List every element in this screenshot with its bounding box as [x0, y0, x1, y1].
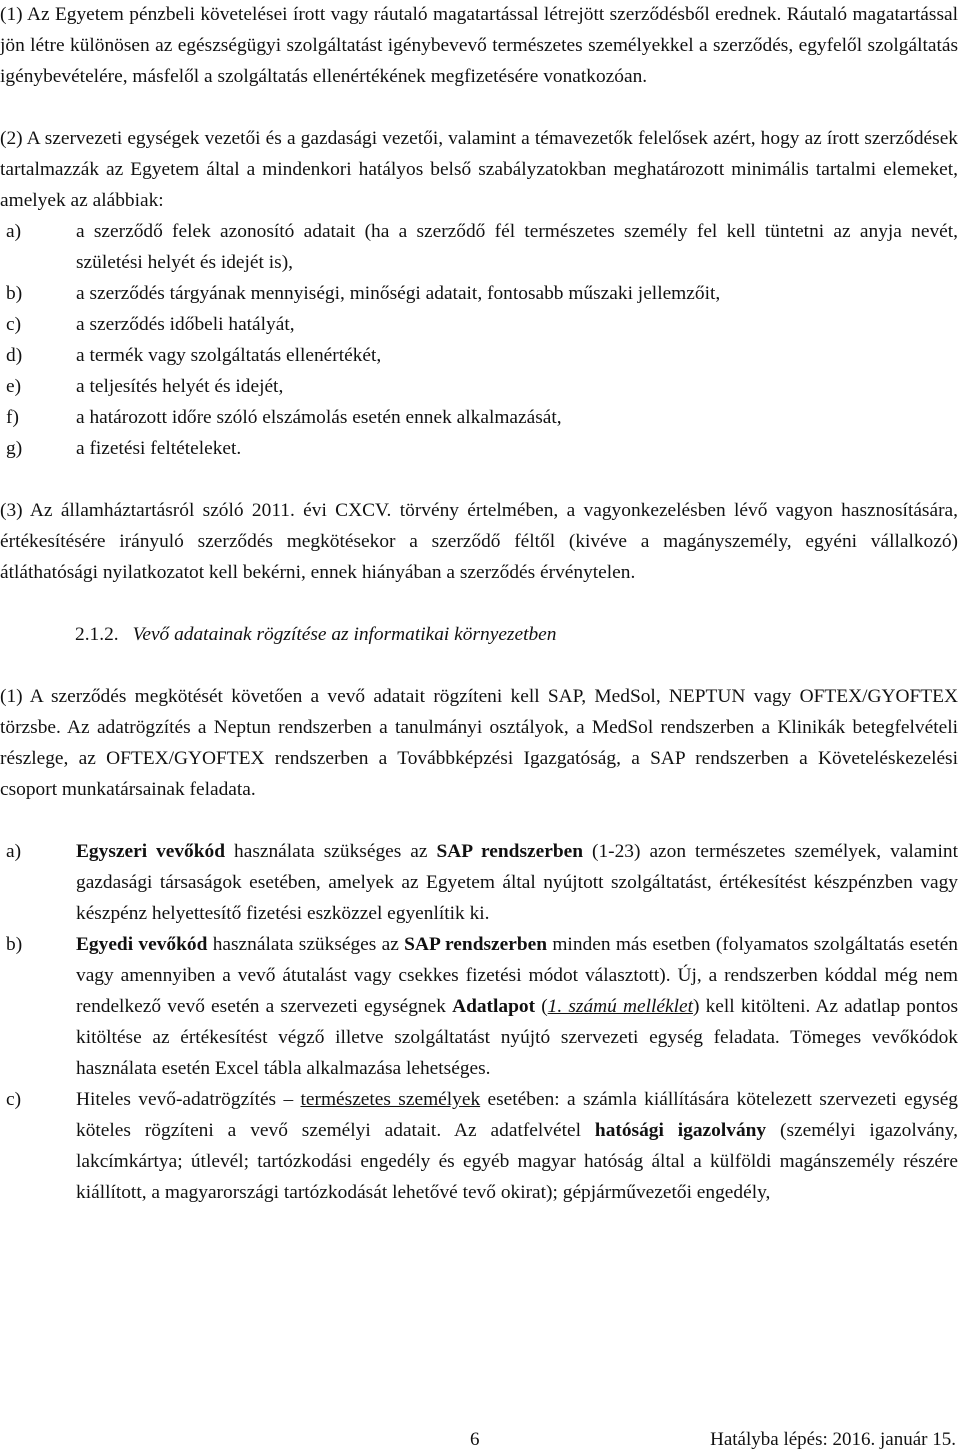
list-item: e) a teljesítés helyét és idejét, — [6, 376, 284, 397]
paragraph-1: (1) Az Egyetem pénzbeli követelései írott vagy ráutaló magatartással létrejött szerződésből erednek. Ráutaló magatartással jön létre különösen az egészségügyi szolgáltatást igénybevevő természetes személyekkel a szerződés, egyfelől szolgáltatás igénybevételére, másfelől a szolgáltatás ellenértékének megfizetésére vonatkozóan. — [0, 4, 958, 87]
list-item: a) a szerződő felek azonosító adatait (ha a szerződő fél természetes személy fel kell tüntetni az anyja nevét, születési helyét és idejét is), — [6, 221, 958, 273]
list-item: f) a határozott időre szóló elszámolás esetén ennek alkalmazását, — [6, 407, 562, 428]
vevokod-list — [0, 836, 958, 1208]
list-item-b: b) Egyedi vevőkód használata szükséges az SAP rendszerben minden más esetben (folyamatos szolgáltatás esetén vagy amennyiben a vevő átutalást vagy csekkes fizetési módot választott). Új, a rendszerben kóddal még nem rendelkező vevő esetén a szervezeti egységnek Adatlapot (1. számú melléklet) kell kitölteni. Az adatlap pontos kitöltése az értékesítést végző illetve szolgáltatást nyújtó szervezeti egység feladata. Tömeges vevőkódok használata esetén Excel tábla alkalmazása lehetséges. — [6, 934, 959, 1079]
list-item-c: c) Hiteles vevő-adatrögzítés – természetes személyek esetében: a számla kiállítására kötelezett szervezeti egység köteles rögzíteni a vevő személyi adatait. Az adatfelvétel hatósági igazolvány (személyi igazolvány, lakcímkártya; útlevél; tartózkodási engedély és egyéb magyar hatóság által a külföldi magánszemély részére kiállított, a magyarországi tartózkodását lehetővé tevő okirat); gépjárművezetői engedély, — [6, 1089, 958, 1203]
list-item: g) a fizetési feltételeket. — [6, 438, 242, 459]
paragraph-4: (1) A szerződés megkötését követően a vevő adatait rögzíteni kell SAP, MedSol, NEPTUN vagy OFTEX/GYOFTEX törzsbe. Az adatrögzítés a Neptun rendszerben a tanulmányi osztályok, a MedSol rendszerben a Klinikák betegfelvételi részlege, az OFTEX/GYOFTEX rendszerben a Továbbképzési Igazgatóság, a SAP rendszerben a Követeléskezelési csoport munkatársainak feladata. — [0, 686, 958, 800]
annex-link[interactable]: 1. számú melléklet — [547, 996, 693, 1017]
content-elements-list — [0, 216, 958, 464]
paragraph-3: (3) Az államháztartásról szóló 2011. évi CXCV. törvény értelmében, a vagyonkezelésben lévő vagyon hasznosítására, értékesítésére irányuló szerződés megkötésekor a szerződő féltől (kivéve a magányszemély, egyéni vállalkozó) átláthatósági nyilatkozatot kell bekérni, ennek hiányában a szerződés érvénytelen. — [0, 500, 958, 583]
paragraph-2: (2) A szervezeti egységek vezetői és a gazdasági vezetői, valamint a témavezetők felelősek azért, hogy az írott szerződések tartalmazzák az Egyetem által a mindenkori hatályos belső szabályzatokban meghatározott minimális tartalmi elemeket, amelyek az alábbiak: — [0, 128, 958, 211]
page-number: 6 — [470, 1429, 480, 1450]
section-title: Vevő adatainak rögzítése az informatikai környezetben — [132, 624, 557, 645]
effective-date: Hatályba lépés: 2016. január 15. — [710, 1429, 956, 1450]
list-item: c) a szerződés időbeli hatályát, — [6, 314, 295, 335]
section-number: 2.1.2. — [75, 624, 119, 645]
list-item: b) a szerződés tárgyának mennyiségi, minőségi adatait, fontosabb műszaki jellemzőit, — [6, 283, 721, 304]
list-item-a: a) Egyszeri vevőkód használata szükséges az SAP rendszerben (1-23) azon természetes személyek, valamint gazdasági társaságok esetében, amelyek az Egyetem által nyújtott szolgáltatást, értékesítést készpénzben vagy készpénz helyettesítő fizetési eszközzel egyenlítik ki. — [6, 841, 958, 924]
section-heading — [0, 619, 958, 650]
list-item: d) a termék vagy szolgáltatás ellenértékét, — [6, 345, 382, 366]
page-footer — [0, 1426, 958, 1454]
